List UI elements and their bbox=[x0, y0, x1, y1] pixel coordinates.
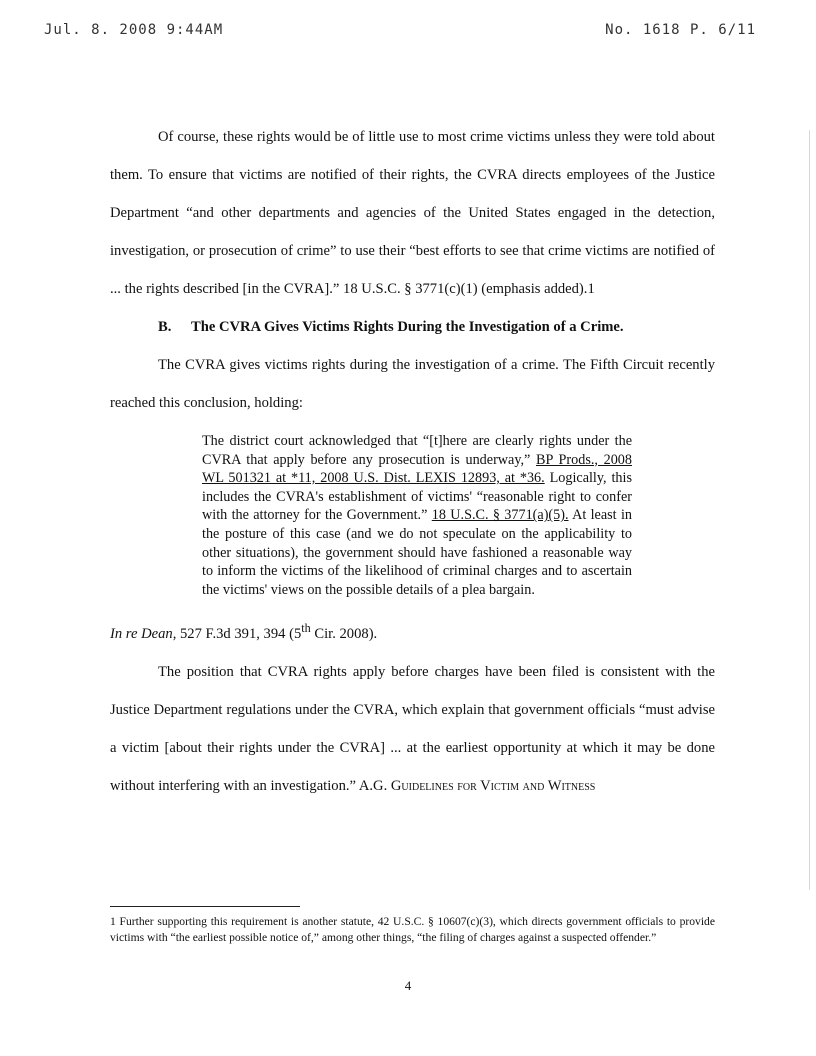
case-name: In re Dean bbox=[110, 626, 173, 643]
paragraph-rights-notification: Of course, these rights would be of little use to most crime victims unless they were told about them. To ensure that victims are notified of their rights, the CVRA directs employees of the Justice Department “and other departments and agencies of the United States engaged in the detection, investigation, or prosecution of crime” to use their “best efforts to see that crime victims are notified of ... the rights described [in the CVRA].” 18 U.S.C. § 3771(c)(1) (emphasis added).1 bbox=[110, 129, 715, 297]
fax-page-info: No. 1618 P. 6/11 bbox=[605, 22, 756, 38]
section-letter: B. bbox=[158, 319, 172, 335]
case-court-year: Cir. 2008). bbox=[310, 626, 378, 643]
fax-date-time: Jul. 8. 2008 9:44AM bbox=[44, 22, 224, 38]
document-body bbox=[110, 118, 715, 805]
quote-part-3: At least in the posture of this case (and we do not speculate on the applicability to other situations), the government should have fashioned a reasonable way to inform the victims of the likelihood of criminal charges and to ascertain the victims' views on the possible details of a plea bargain. bbox=[202, 507, 632, 598]
case-ordinal: th bbox=[301, 621, 311, 636]
footnote-1: 1 Further supporting this requirement is another statute, 42 U.S.C. § 10607(c)(3), which directs government officials to provide victims with “the earliest possible notice of,” among other things, “the filing of charges against a suspected offender.” bbox=[110, 915, 715, 944]
case-reporter: , 527 F.3d 391, 394 (5 bbox=[172, 626, 302, 643]
scan-artifact-line bbox=[809, 130, 810, 890]
paragraph-fifth-circuit: The CVRA gives victims rights during the investigation of a crime. The Fifth Circuit recently reached this conclusion, holding: bbox=[110, 357, 715, 411]
quote-part-1: The district court acknowledged that “[t]here are clearly rights under the CVRA that apply before any prosecution is underway,” bbox=[202, 433, 632, 468]
quote-citation-usc: 18 U.S.C. § 3771(a)(5). bbox=[431, 507, 569, 524]
section-heading bbox=[110, 308, 715, 346]
quote-citation-bp-prods: BP Prods., 2008 WL 501321 at *11, 2008 U.S. Dist. LEXIS 12893, at *36. bbox=[202, 451, 632, 487]
page-number: 4 bbox=[404, 978, 412, 993]
guidelines-title: Guidelines for Victim and Witness bbox=[390, 778, 596, 795]
paragraph-justice-regulations bbox=[110, 653, 715, 805]
fax-header bbox=[44, 22, 756, 44]
case-citation bbox=[110, 609, 715, 653]
quote-part-2: Logically, this includes the CVRA's establishment of victims' “reasonable right to confer with the attorney for the Government.” bbox=[202, 470, 632, 524]
section-title: The CVRA Gives Victims Rights During the Investigation of a Crime. bbox=[191, 319, 624, 335]
paragraph-justice-text: The position that CVRA rights apply before charges have been filed is consistent with the Justice Department regulations under the CVRA, which explain that government officials “must advise a victim [about their rights under the CVRA] ... at the earliest opportunity at which it may be done without interfering with an investigation.” A.G. bbox=[110, 664, 715, 795]
block-quote bbox=[202, 432, 632, 599]
footnote-divider bbox=[110, 906, 300, 907]
